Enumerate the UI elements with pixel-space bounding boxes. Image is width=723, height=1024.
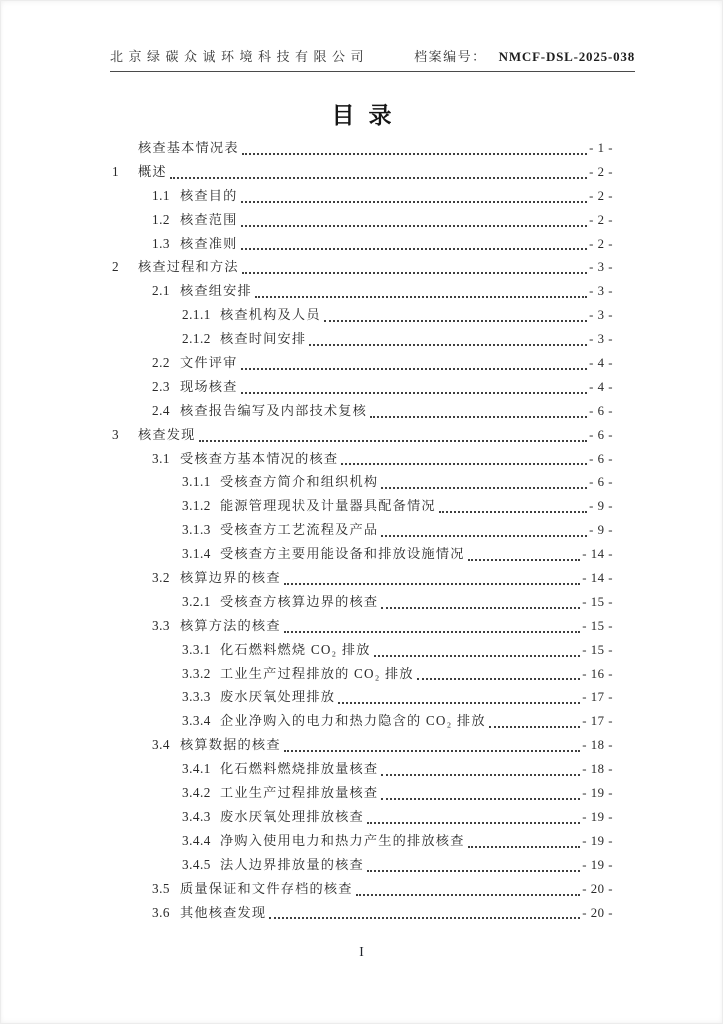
toc-entry-number: 1 xyxy=(112,163,120,179)
toc-entry-number: 3.1.1 xyxy=(182,474,211,490)
toc-entry xyxy=(112,686,613,710)
toc-entry xyxy=(112,209,613,233)
toc-entry-page-number: - 16 - xyxy=(582,666,613,681)
toc-entry-title: 核查组安排 xyxy=(180,283,252,299)
toc-entry-page-number: - 2 - xyxy=(589,236,613,251)
toc-entry-page-number: - 20 - xyxy=(582,881,613,896)
toc-entry-title: 工业生产过程排放量核查 xyxy=(220,785,379,801)
toc-entry-title: 废水厌氧处理排放核查 xyxy=(220,808,364,824)
header-company-name: 北京绿碳众诚环境科技有限公司 xyxy=(110,49,370,64)
toc-entry-page-number: - 2 - xyxy=(589,212,613,227)
header-archive xyxy=(414,46,635,65)
toc-entry xyxy=(112,471,613,495)
toc-entry-title: 核算边界的核查 xyxy=(180,570,281,586)
toc-entry-number: 3.3 xyxy=(152,617,170,633)
dot-leader xyxy=(381,794,580,800)
toc-entry-page-number: - 2 - xyxy=(589,164,613,179)
toc-entry-title: 化石燃料燃烧排放量核查 xyxy=(220,761,379,777)
toc-entry-page-number: - 18 - xyxy=(582,762,613,777)
toc-entry-page-number: - 19 - xyxy=(582,833,613,848)
toc-entry-number: 3.1.3 xyxy=(182,522,211,538)
toc-entry-title: 化石燃料燃烧 CO₂ 排放 xyxy=(220,641,371,657)
toc-entry xyxy=(112,376,613,400)
toc-entry-number: 3.5 xyxy=(152,880,170,896)
toc-entry-page-number: - 14 - xyxy=(582,571,613,586)
toc-entry xyxy=(112,185,613,209)
toc-entry-number: 3.6 xyxy=(152,904,170,920)
toc-entry-page-number: - 6 - xyxy=(589,451,613,466)
toc-entry-page-number: - 19 - xyxy=(582,857,613,872)
toc-entry xyxy=(112,902,613,926)
toc-entry-number: 3.1.4 xyxy=(182,546,211,562)
toc-entry xyxy=(112,639,613,663)
toc-entry-page-number: - 15 - xyxy=(582,642,613,657)
toc-entry-number: 3.2.1 xyxy=(182,593,211,609)
dot-leader xyxy=(241,197,588,203)
toc-entry-title: 受核查方简介和组织机构 xyxy=(220,474,379,490)
toc-entry-title: 核查目的 xyxy=(180,187,238,203)
toc-entry-title: 质量保证和文件存档的核查 xyxy=(180,880,353,896)
archive-number-value: NMCF-DSL-2025-038 xyxy=(498,49,635,64)
dot-leader xyxy=(284,627,581,633)
toc-entry xyxy=(112,304,613,328)
dot-leader xyxy=(367,818,580,824)
dot-leader xyxy=(381,483,587,489)
dot-leader xyxy=(356,890,581,896)
toc-entry-page-number: - 18 - xyxy=(582,738,613,753)
dot-leader xyxy=(381,603,580,609)
toc-entry-title: 核查基本情况表 xyxy=(138,140,239,155)
dot-leader xyxy=(468,842,581,848)
page-footer xyxy=(0,944,723,960)
toc-entry-page-number: - 3 - xyxy=(589,284,613,299)
dot-leader xyxy=(241,221,588,227)
dot-leader xyxy=(370,412,587,418)
toc-entry-number: 3.4.1 xyxy=(182,761,211,777)
toc-entry-number: 3.3.2 xyxy=(182,665,211,681)
toc-entry-title: 文件评审 xyxy=(180,355,238,371)
toc-entry-page-number: - 3 - xyxy=(589,332,613,347)
toc-entry xyxy=(112,424,613,448)
toc-entry xyxy=(112,400,613,424)
dot-leader xyxy=(417,674,581,680)
toc-entry xyxy=(112,591,613,615)
toc-entry-number: 1.1 xyxy=(152,187,170,203)
toc-entry-page-number: - 1 - xyxy=(589,141,613,155)
toc-entry-number: 3.3.3 xyxy=(182,689,211,705)
dot-leader xyxy=(170,173,587,179)
toc-entry xyxy=(112,615,613,639)
dot-leader xyxy=(381,770,580,776)
toc-entry xyxy=(112,758,613,782)
dot-leader xyxy=(255,292,587,298)
toc-entry-page-number: - 20 - xyxy=(582,905,613,920)
dot-leader xyxy=(241,388,588,394)
dot-leader xyxy=(468,555,581,561)
dot-leader xyxy=(341,459,587,465)
toc-entry-title: 受核查方基本情况的核查 xyxy=(180,450,339,466)
toc-list xyxy=(112,137,613,925)
toc-entry-number: 3 xyxy=(112,426,120,442)
toc-entry-number: 2 xyxy=(112,259,120,275)
toc-entry xyxy=(112,567,613,591)
toc-entry-number: 2.4 xyxy=(152,402,170,418)
toc-entry-title: 核查过程和方法 xyxy=(138,259,239,275)
dot-leader xyxy=(242,268,587,274)
toc-entry xyxy=(112,233,613,257)
toc-entry-number: 2.1.1 xyxy=(182,307,211,323)
toc-entry xyxy=(112,161,613,185)
toc-entry xyxy=(112,519,613,543)
toc-entry-number: 2.1.2 xyxy=(182,331,211,347)
toc-entry-title: 核查准则 xyxy=(180,235,238,251)
toc-entry xyxy=(112,543,613,567)
toc-entry-title: 核查机构及人员 xyxy=(220,307,321,323)
toc-entry-title: 核算数据的核查 xyxy=(180,737,281,753)
toc-page-title: 目录 xyxy=(331,103,406,128)
toc-entry-page-number: - 3 - xyxy=(589,308,613,323)
dot-leader xyxy=(381,531,587,537)
toc-entry xyxy=(112,495,613,519)
toc-entry-page-number: - 6 - xyxy=(589,475,613,490)
toc-entry-title: 企业净购入的电力和热力隐含的 CO₂ 排放 xyxy=(220,713,486,729)
toc-entry-page-number: - 17 - xyxy=(582,714,613,729)
toc-entry-title: 核查时间安排 xyxy=(220,331,307,347)
toc-entry-title: 净购入使用电力和热力产生的排放核查 xyxy=(220,832,465,848)
toc-entry xyxy=(112,710,613,734)
dot-leader xyxy=(338,698,580,704)
toc-entry-number: 3.1.2 xyxy=(182,498,211,514)
toc-entry-title: 废水厌氧处理排放 xyxy=(220,689,336,705)
toc-entry-number: 3.3.1 xyxy=(182,641,211,657)
toc-entry-number: 2.3 xyxy=(152,378,170,394)
toc-entry-title: 核查发现 xyxy=(138,426,196,442)
toc-entry-number: 3.4.3 xyxy=(182,808,211,824)
toc-entry-title: 受核查方工艺流程及产品 xyxy=(220,522,379,538)
toc-entry-title: 其他核查发现 xyxy=(180,904,267,920)
toc-entry xyxy=(112,137,613,161)
dot-leader xyxy=(269,913,580,919)
toc-entry-page-number: - 14 - xyxy=(582,547,613,562)
toc-entry-number: 3.4 xyxy=(152,737,170,753)
dot-leader xyxy=(199,436,588,442)
toc-entry xyxy=(112,352,613,376)
toc-entry-number: 1.2 xyxy=(152,211,170,227)
toc-entry-page-number: - 4 - xyxy=(589,356,613,371)
dot-leader xyxy=(284,579,581,585)
dot-leader xyxy=(242,149,587,155)
toc-entry xyxy=(112,280,613,304)
footer-page-number: I xyxy=(359,944,364,959)
toc-entry xyxy=(112,806,613,830)
dot-leader xyxy=(439,507,587,513)
toc-entry xyxy=(112,448,613,472)
toc-entry xyxy=(112,663,613,687)
toc-entry-page-number: - 2 - xyxy=(589,188,613,203)
toc-entry-page-number: - 6 - xyxy=(589,403,613,418)
archive-number-label: 档案编号： xyxy=(414,49,487,64)
dot-leader xyxy=(367,866,580,872)
page-header xyxy=(110,46,635,72)
toc-entry-page-number: - 19 - xyxy=(582,809,613,824)
toc-entry xyxy=(112,256,613,280)
dot-leader xyxy=(309,340,587,346)
toc-entry-title: 能源管理现状及计量器具配备情况 xyxy=(220,498,436,514)
toc-entry-page-number: - 3 - xyxy=(589,260,613,275)
toc-entry-page-number: - 9 - xyxy=(589,523,613,538)
toc-entry-number: 1.3 xyxy=(152,235,170,251)
toc-entry-number: 3.2 xyxy=(152,570,170,586)
toc-entry-title: 受核查方核算边界的核查 xyxy=(220,593,379,609)
toc-entry-title: 法人边界排放量的核查 xyxy=(220,856,364,872)
toc-entry-number: 2.2 xyxy=(152,355,170,371)
toc-entry-title: 核查范围 xyxy=(180,211,238,227)
toc-entry-number: 3.1 xyxy=(152,450,170,466)
dot-leader xyxy=(241,364,588,370)
dot-leader xyxy=(284,746,581,752)
toc-entry-page-number: - 15 - xyxy=(582,618,613,633)
toc-entry-number: 2.1 xyxy=(152,283,170,299)
toc-entry-number: 3.3.4 xyxy=(182,713,211,729)
toc-entry-page-number: - 19 - xyxy=(582,786,613,801)
toc-entry-title: 工业生产过程排放的 CO₂ 排放 xyxy=(220,665,414,681)
toc-entry xyxy=(112,878,613,902)
toc-entry-title: 核查报告编写及内部技术复核 xyxy=(180,402,368,418)
dot-leader xyxy=(374,651,581,657)
toc-entry xyxy=(112,734,613,758)
toc-entry-page-number: - 6 - xyxy=(589,427,613,442)
toc-entry xyxy=(112,854,613,878)
toc-entry-title: 概述 xyxy=(138,163,167,179)
toc-entry-title: 受核查方主要用能设备和排放设施情况 xyxy=(220,546,465,562)
dot-leader xyxy=(241,244,588,250)
toc-entry-page-number: - 17 - xyxy=(582,690,613,705)
dot-leader xyxy=(489,722,581,728)
toc-entry-number: 3.4.4 xyxy=(182,832,211,848)
toc-entry-title: 核算方法的核查 xyxy=(180,617,281,633)
toc-entry-page-number: - 15 - xyxy=(582,594,613,609)
toc-entry-number: 3.4.5 xyxy=(182,856,211,872)
toc-entry xyxy=(112,328,613,352)
toc-entry-number: 3.4.2 xyxy=(182,785,211,801)
toc-entry-title: 现场核查 xyxy=(180,378,238,394)
toc-entry-page-number: - 4 - xyxy=(589,379,613,394)
dot-leader xyxy=(324,316,587,322)
toc-entry xyxy=(112,782,613,806)
toc-entry xyxy=(112,830,613,854)
toc-entry-page-number: - 9 - xyxy=(589,499,613,514)
